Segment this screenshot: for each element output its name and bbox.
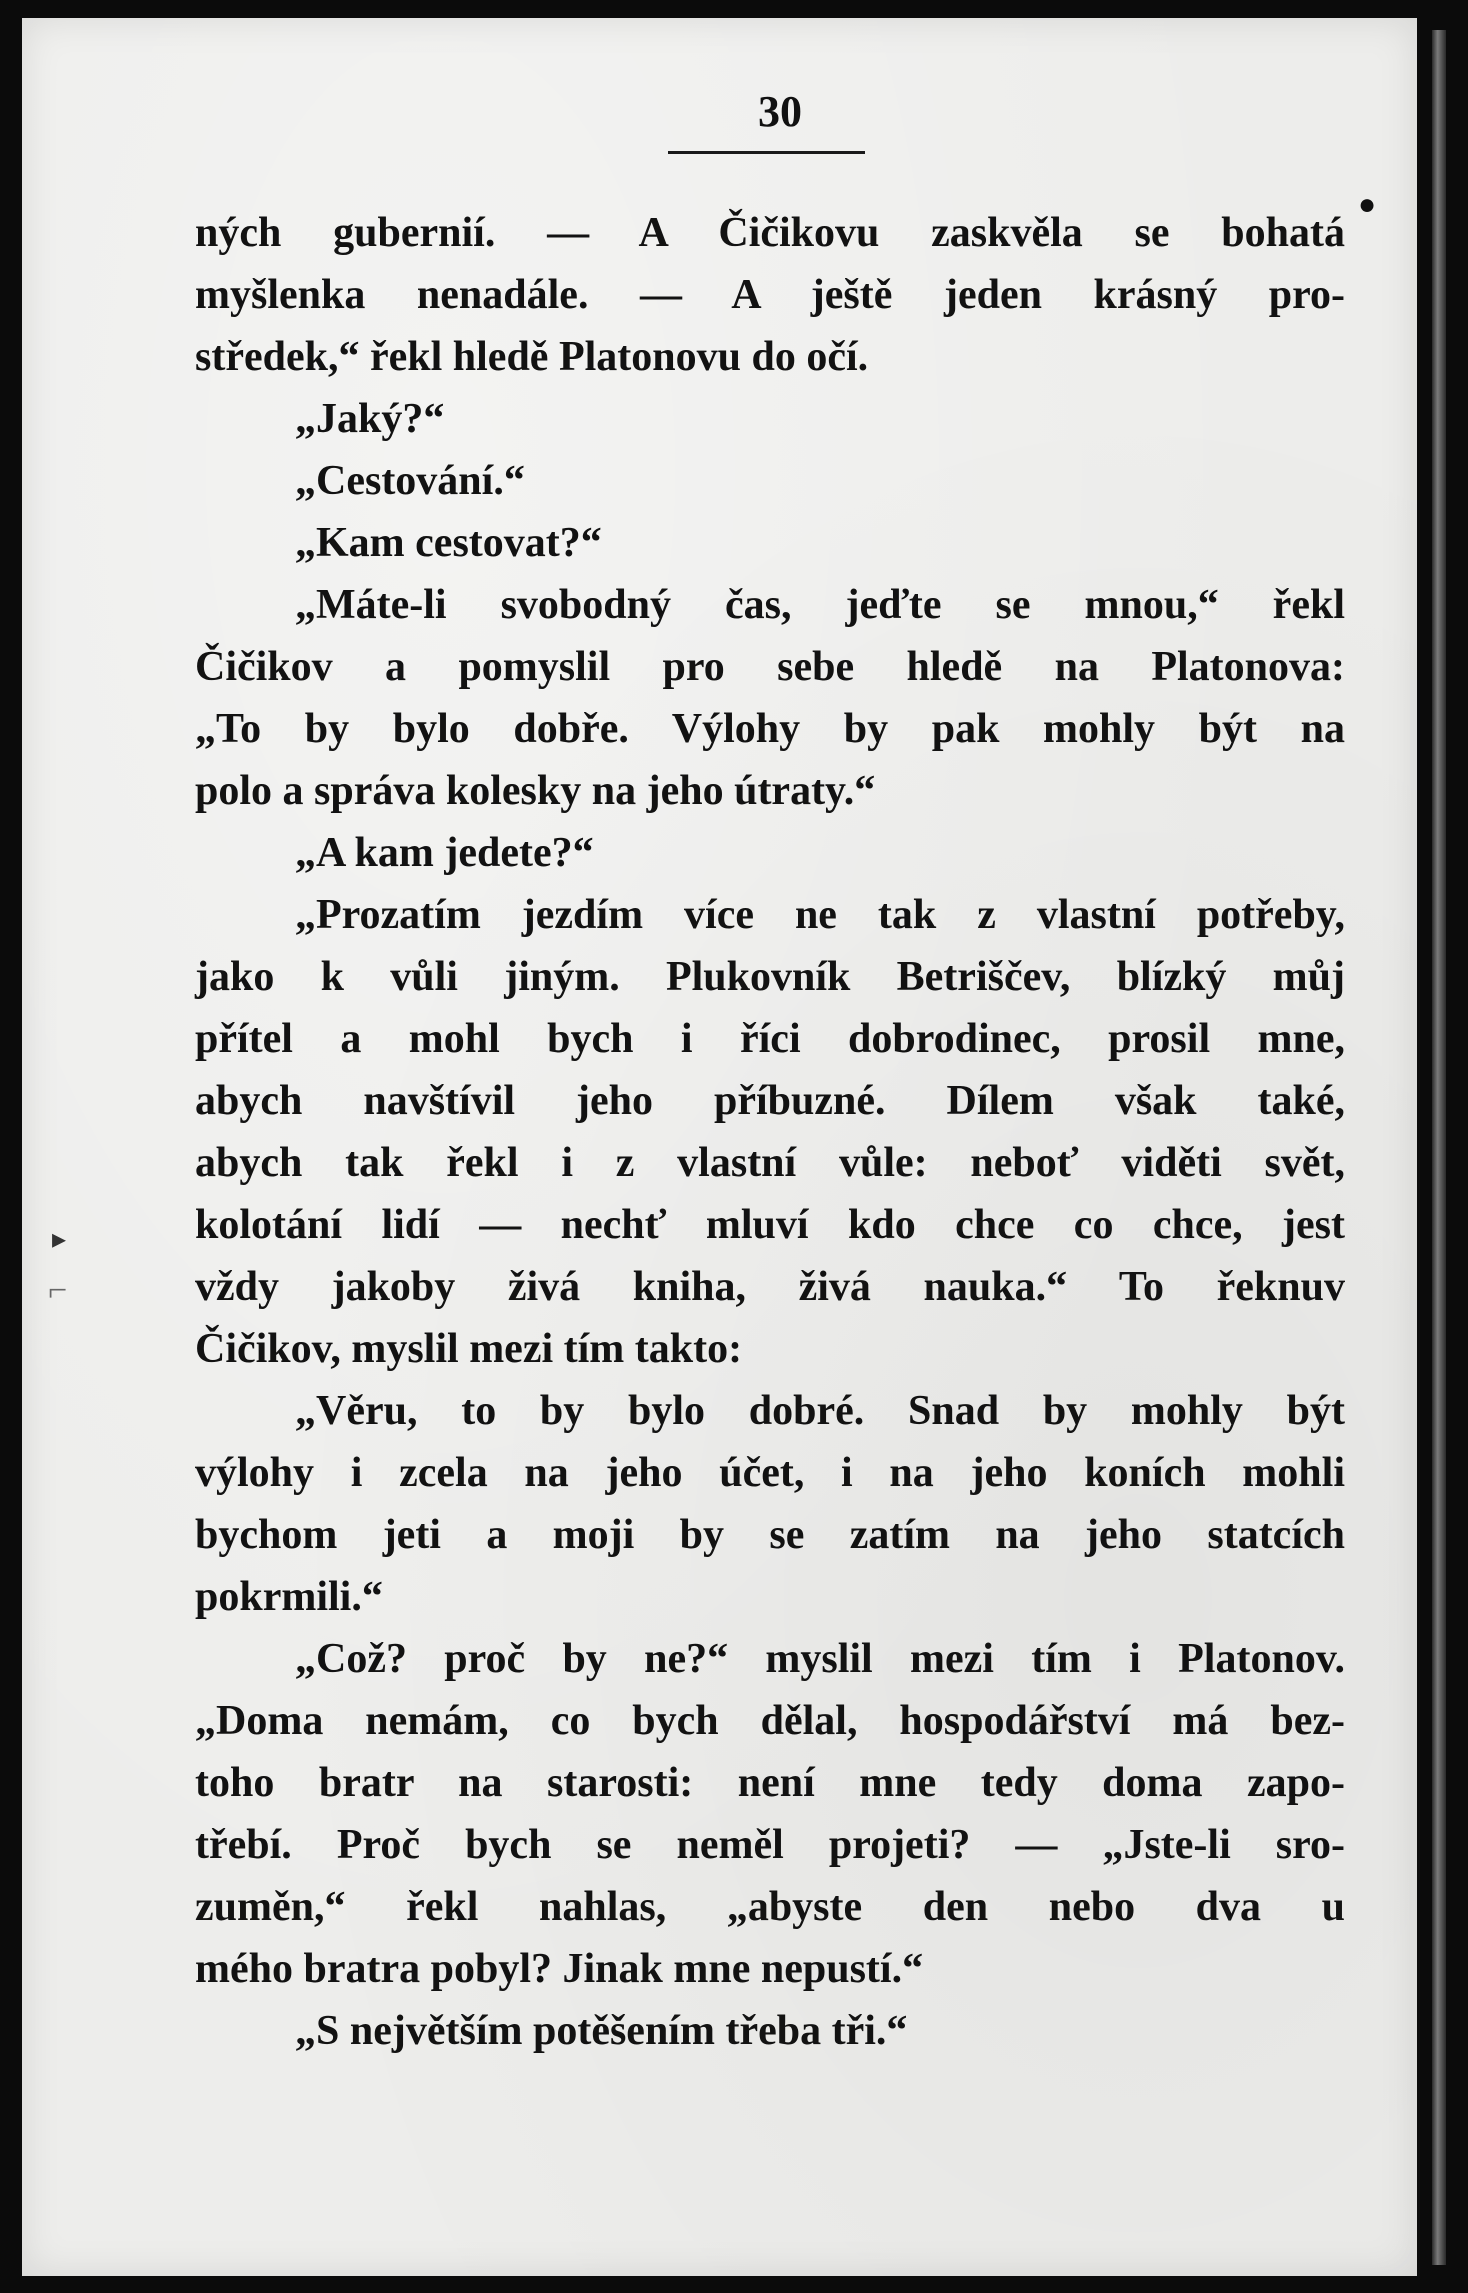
text-line: „Což? proč by ne?“ myslil mezi tím i Platonov.	[295, 1636, 1345, 1682]
text-line: Čičikov a pomyslil pro sebe hledě na Platonova:	[195, 644, 1345, 690]
text-line: kolotání lidí — nechť mluví kdo chce co chce, jest	[195, 1202, 1345, 1248]
text-line: abych tak řekl i z vlastní vůle: neboť viděti svět,	[195, 1140, 1345, 1186]
margin-arrow-mark: ▸	[52, 1224, 67, 1255]
margin-pencil-mark: ⌐	[48, 1272, 68, 1309]
text-line: „Máte-li svobodný čas, jeďte se mnou,“ řekl	[295, 582, 1345, 628]
text-line: toho bratr na starosti: není mne tedy doma zapo-	[195, 1760, 1345, 1806]
text-line: polo a správa kolesky na jeho útraty.“	[195, 768, 876, 814]
text-line: vždy jakoby živá kniha, živá nauka.“ To řeknuv	[195, 1264, 1345, 1310]
text-line: myšlenka nenadále. — A ještě jeden krásný pro-	[195, 272, 1345, 318]
text-line: „S největším potěšením třeba tři.“	[295, 2008, 908, 2054]
header-rule	[668, 151, 865, 154]
text-line: „Prozatím jezdím více ne tak z vlastní potřeby,	[295, 892, 1345, 938]
text-line: výlohy i zcela na jeho účet, i na jeho koních mohli	[195, 1450, 1345, 1496]
text-line: „Věru, to by bylo dobré. Snad by mohly být	[295, 1388, 1345, 1434]
text-line: abych navštívil jeho příbuzné. Dílem však také,	[195, 1078, 1345, 1124]
next-page-edge	[1432, 30, 1446, 2265]
text-line: středek,“ řekl hledě Platonovu do očí.	[195, 334, 869, 380]
page-number: 30	[758, 87, 802, 136]
text-line: „Cestování.“	[295, 458, 525, 504]
text-line: ných gubernií. — A Čičikovu zaskvěla se bohatá	[195, 210, 1345, 256]
text-line: jako k vůli jiným. Plukovník Betriščev, blízký můj	[195, 954, 1345, 1000]
text-line: třebí. Proč bych se neměl projeti? — „Jste-li sro-	[195, 1822, 1345, 1868]
text-line: zuměn,“ řekl nahlas, „abyste den nebo dva u	[195, 1884, 1345, 1930]
text-line: přítel a mohl bych i říci dobrodinec, prosil mne,	[195, 1016, 1345, 1062]
text-line: „Jaký?“	[295, 396, 445, 442]
text-line: bychom jeti a moji by se zatím na jeho statcích	[195, 1512, 1345, 1558]
text-line: pokrmili.“	[195, 1574, 383, 1620]
text-line: „A kam jedete?“	[295, 830, 594, 876]
text-line: mého bratra pobyl? Jinak mne nepustí.“	[195, 1946, 924, 1992]
text-line: „Doma nemám, co bych dělal, hospodářství má bez-	[195, 1698, 1345, 1744]
text-line: „Kam cestovat?“	[295, 520, 602, 566]
text-line: Čičikov, myslil mezi tím takto:	[195, 1326, 743, 1372]
text-line: „To by bylo dobře. Výlohy by pak mohly být na	[195, 706, 1345, 752]
body-text	[195, 202, 1345, 2062]
margin-speck: ●	[1358, 188, 1377, 221]
